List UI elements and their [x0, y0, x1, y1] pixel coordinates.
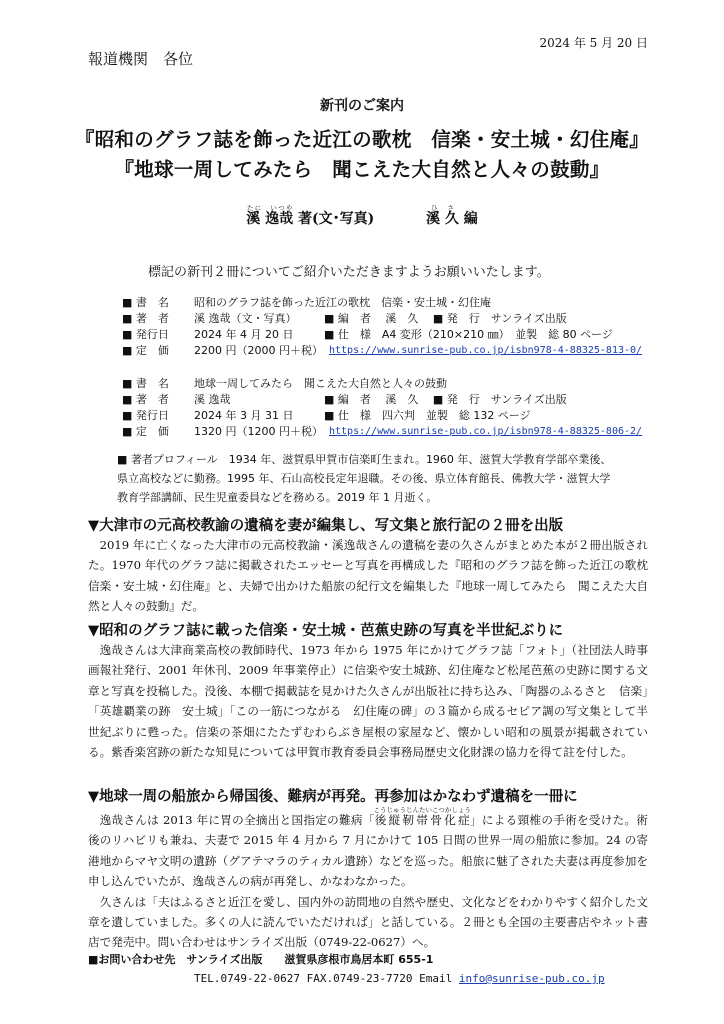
- section-3-heading: ▼地球一周の船旅から帰国後、難病が再発。再参加はかなわず遺稿を一冊に: [88, 789, 578, 805]
- book2-author-row: ■ 著 者 溪 逸哉 ■ 編 者 溪 久 ■ 発 行 サンライズ出版: [122, 393, 567, 406]
- section-1: [88, 514, 660, 617]
- section-2-heading: ▼昭和のグラフ誌に載った信楽・安土城・芭蕉史跡の写真を半世紀ぶりに: [88, 623, 564, 639]
- section-1-heading: ▼大津市の元高校教諭の遺稿を妻が編集し、写文集と旅行記の２冊を出版: [88, 518, 564, 534]
- request-text: 標記の新刊２冊についてご紹介いただきますようお願いいたします。: [148, 265, 550, 280]
- notice-heading: 新刊のご案内: [320, 98, 404, 114]
- book2-price-row: ■ 定 価 1320 円（1200 円＋税） https://www.sunrise-pub.co.jp/isbn978-4-88325-806-2/: [122, 425, 643, 438]
- author2-name: 溪 久ひさ: [426, 204, 459, 227]
- section-3-paragraph-1: 逸哉さんは 2013 年に胃の全摘出と国指定の難病「後縦靭帯骨化症こうじゅうじんたいこつかしょう」による頸椎の手術を受けた。術後のリハビリも兼ね、夫妻で 2015 年 4 月から 7 月にかけて 105 日間の世界一周の船旅に参加。24 の寄港地からマヤ文明の遺跡（グアテマラのティカル遺跡）などを巡った。船旅に魅了された夫妻は再度参加を申し込んでいたが、逸哉さんの病が再発し、かなわなかった。: [88, 806, 648, 889]
- author-line: [0, 204, 724, 228]
- book2-title-row: ■ 書 名 地球一周してみたら 聞こえた大自然と人々の鼓動: [122, 377, 447, 390]
- book1-details: [122, 295, 682, 359]
- book1-title-row: ■ 書 名 昭和のグラフ誌を飾った近江の歌枕 信楽・安土城・幻住庵: [122, 296, 491, 309]
- section-2: [88, 619, 648, 762]
- contact-line: ■お問い合わせ先 サンライズ出版 滋賀県彦根市鳥居本町 655-1: [88, 953, 434, 966]
- author2-role: 編: [463, 211, 478, 227]
- book2-title: 『地球一周してみたら 聞こえた大自然と人々の鼓動』: [114, 158, 610, 181]
- addressee: 報道機関 各位: [88, 50, 194, 68]
- author-profile: ■ 著者プロフィール 1934 年、滋賀県甲賀市信楽町生まれ。1960 年、滋賀大学教育学部卒業後、県立高校などに勤務。1995 年、石山高校長定年退職。その後、県立体育館長、佛教大学・滋賀大学教育学部講師、民生児童委員などを務める。2019 年 1 月逝く。: [117, 453, 612, 504]
- email-link[interactable]: info@sunrise-pub.co.jp: [458, 972, 605, 985]
- section-1-paragraph: 2019 年に亡くなった大津市の元高校教諭・溪逸哉さんの遺稿を妻の久さんがまとめた本が２冊出版された。1970 年代のグラフ誌に掲載されたエッセーと写真を再構成した『昭和のグラフ誌を飾った近江の歌枕 信楽・安土城・幻住庵』と、夫婦で出かけた船旅の紀行文を編集した『地球一周してみたら 聞こえた大自然と人々の鼓動』だ。: [88, 538, 660, 614]
- section-2-paragraph: 逸哉さんは大津商業高校の教師時代、1973 年から 1975 年にかけてグラフ誌「フォト」（社団法人時事画報社発行、2001 年休刊、2009 年事業停止）に信楽や安土城跡、幻住庵など松尾芭蕉の史跡に関する文章と写真を投稿した。没後、本棚で掲載誌を見かけた久さんが出版社に持ち込み、「陶器のふるさと 信楽」「英雄覇業の跡 安土城」「この一筋につながる 幻住庵の碑」の３篇から成るセピア調の写文集として半世紀ぶりに甦った。信楽の茶畑にたたずむわらぶき屋根の家屋など、懐かしい昭和の風景が掲載されている。紫香楽宮跡の新たな知見については甲賀市教育委員会事務局歴史文化財課の協力を得て註を付した。: [88, 643, 648, 760]
- contact-details: TEL.0749-22-0627 FAX.0749-23-7720 Email info@sunrise-pub.co.jp: [194, 972, 605, 985]
- author1-name: 溪 逸哉たに いつや: [246, 204, 294, 227]
- book2-details: [122, 376, 682, 440]
- section-3-paragraph-2: 久さんは「夫はふるさと近江を愛し、国内外の訪問地の自然や歴史、文化などをわかりやすく紹介した文章を遺していました。多くの人に読んでいただければ」と話している。２冊とも全国の主要書店やネット書店で発売中。問い合わせはサンライズ出版（0749-22-0627）へ。: [88, 894, 648, 950]
- book1-url-link[interactable]: https://www.sunrise-pub.co.jp/isbn978-4-88325-813-0/: [328, 345, 643, 356]
- author1-role: 著(文･写真): [298, 211, 375, 227]
- date: 2024 年 5 月 20 日: [539, 36, 648, 50]
- book1-author-row: ■ 著 者 溪 逸哉（文・写真） ■ 編 者 溪 久 ■ 発 行 サンライズ出版: [122, 312, 567, 325]
- book1-price-row: ■ 定 価 2200 円（2000 円＋税） https://www.sunrise-pub.co.jp/isbn978-4-88325-813-0/: [122, 344, 643, 357]
- book2-date-row: ■ 発行日 2024 年 3 月 31 日 ■ 仕 様 四六判 並製 総 132 ページ: [122, 409, 531, 422]
- book1-date-row: ■ 発行日 2024 年 4 月 20 日 ■ 仕 様 A4 変形（210×210 ㎜） 並製 総 80 ページ: [122, 328, 613, 341]
- book2-url-link[interactable]: https://www.sunrise-pub.co.jp/isbn978-4-88325-806-2/: [328, 426, 643, 437]
- section-3: [88, 785, 648, 953]
- book1-title: 『昭和のグラフ誌を飾った近江の歌枕 信楽・安土城・幻住庵』: [74, 128, 650, 151]
